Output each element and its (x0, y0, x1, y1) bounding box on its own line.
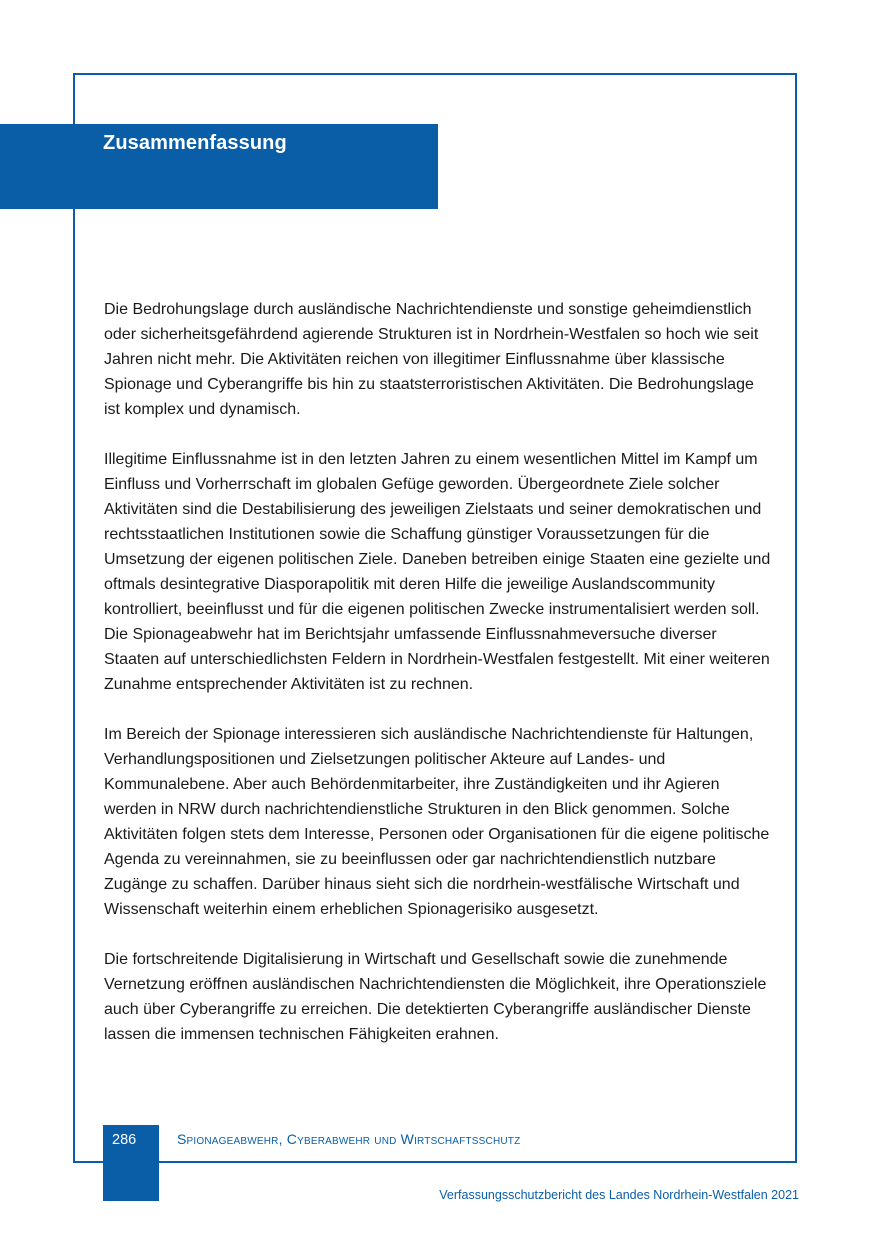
body-text (104, 297, 774, 1072)
paragraph-1: Die Bedrohungslage durch ausländische Nachrichtendienste und sonstige geheimdienstlich oder sicherheitsgefährdend agierende Strukturen ist in Nordrhein-Westfalen so hoch wie seit Jahren nicht mehr. Die Aktivitäten reichen von illegitimer Einflussnahme über klassische Spionage und Cyberangriffe bis hin zu staatsterroristischen Aktivitäten. Die Bedrohungslage ist komplex und dynamisch. (104, 301, 759, 418)
page-number: 286 (112, 1132, 137, 1148)
publication-footer: Verfassungsschutzbericht des Landes Nordrhein-Westfalen 2021 (439, 1188, 799, 1202)
paragraph-2: Illegitime Einflussnahme ist in den letzten Jahren zu einem wesentlichen Mittel im Kampf um Einfluss und Vorherrschaft im globalen Gefüge geworden. Übergeordnete Ziele solcher Aktivitäten sind die Destabilisierung des jeweiligen Zielstaats und seiner demokratischen und rechtsstaatlichen Institutionen sowie die Schaffung günstiger Voraussetzungen für die Umsetzung der eigenen politischen Ziele. Daneben betreiben einige Staaten eine gezielte und oftmals desintegrative Diasporapolitik mit deren Hilfe die jeweilige Auslandscommunity kontrolliert, beeinflusst und für die eigenen politischen Zwecke instrumentalisiert werden soll. Die Spionageabwehr hat im Berichtsjahr umfassende Einflussnahmeversuche diverser Staaten auf unterschiedlichsten Feldern in Nordrhein-Westfalen festgestellt. Mit einer weiteren Zunahme entsprechender Aktivitäten ist zu rechnen. (104, 451, 771, 693)
paragraph-3: Im Bereich der Spionage interessieren sich ausländische Nachrichtendienste für Haltungen, Verhandlungspositionen und Zielsetzungen politischer Akteure auf Landes- und Kommunalebene. Aber auch Behördenmitarbeiter, ihre Zuständigkeiten und ihr Agieren werden in NRW durch nachrichtendienstliche Strukturen in den Blick genommen. Solche Aktivitäten folgen stets dem Interesse, Personen oder Organisationen für die eigene politische Agenda zu vereinnahmen, sie zu beeinflussen oder gar nachrichtendienstlich nutzbare Zugänge zu schaffen. Darüber hinaus sieht sich die nordrhein-westfälische Wirtschaft und Wissenschaft weiterhin einem erheblichen Spionagerisiko ausgesetzt. (104, 726, 770, 918)
title-band (0, 124, 438, 209)
section-title: Spionageabwehr, Cyberabwehr und Wirtschaftsschutz (177, 1131, 521, 1147)
page-title: Zusammenfassung (103, 132, 287, 154)
paragraph-4: Die fortschreitende Digitalisierung in Wirtschaft und Gesellschaft sowie die zunehmende Vernetzung eröffnen ausländischen Nachrichtendiensten die Möglichkeit, ihre Operationsziele auch über Cyberangriffe zu erreichen. Die detektierten Cyberangriffe ausländischer Dienste lassen die immensen technischen Fähigkeiten erahnen. (104, 951, 767, 1043)
page-number-box (103, 1125, 159, 1201)
